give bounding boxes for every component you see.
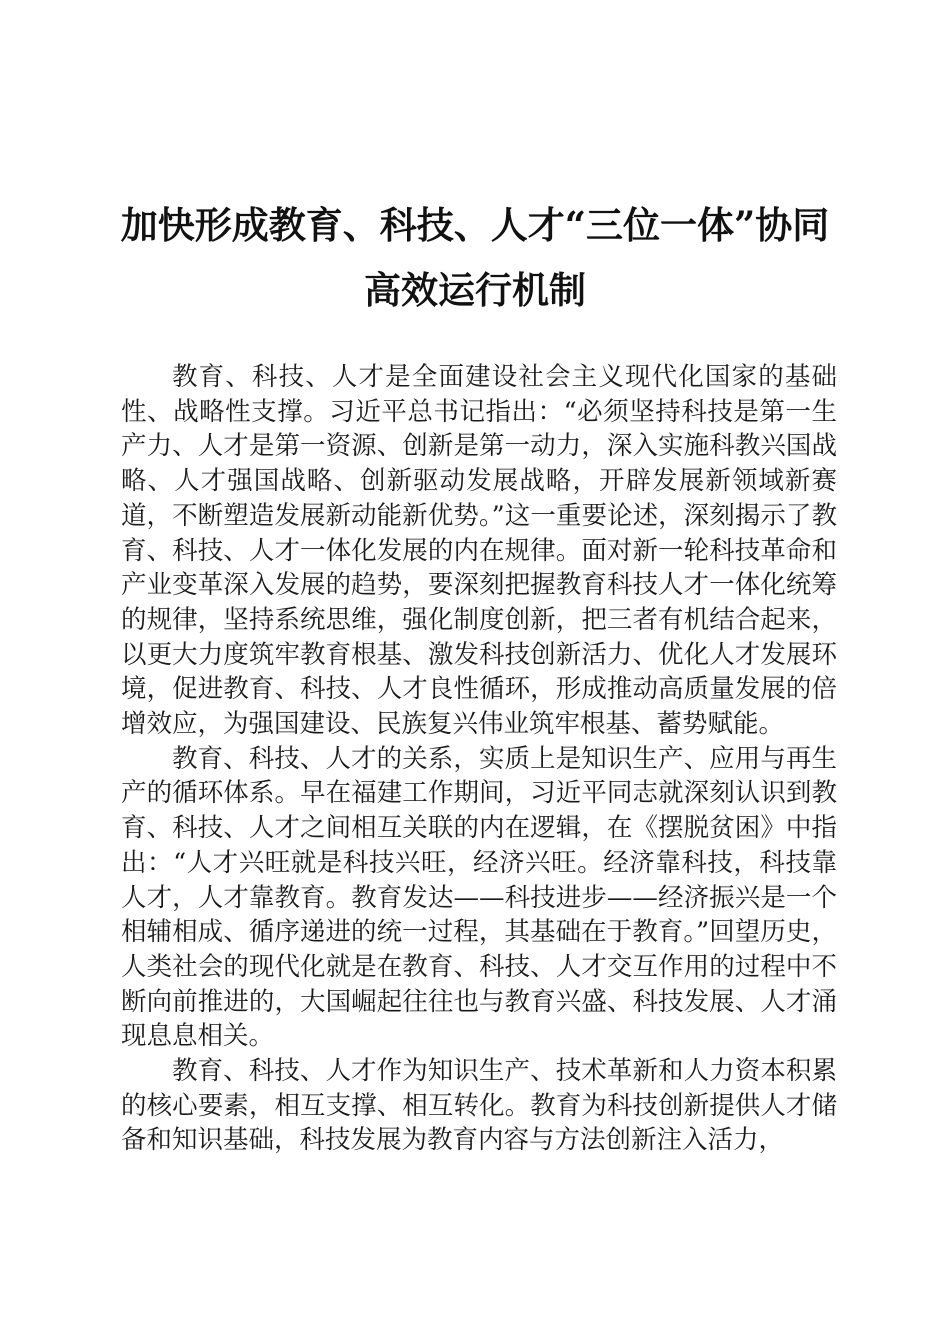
paragraph-3: 教育、科技、人才作为知识生产、技术革新和人力资本积累的核心要素，相互支撑、相互转化。教育为科技创新提供人才储备和知识基础，科技发展为教育内容与方法创新注入活力， — [121, 1056, 837, 1156]
paragraph-1: 教育、科技、人才是全面建设社会主义现代化国家的基础性、战略性支撑。习近平总书记指出：“必须坚持科技是第一生产力、人才是第一资源、创新是第一动力，深入实施科教兴国战略、人才强国战略、创新驱动发展战略，开辟发展新领域新赛道，不断塑造发展新动能新优势。”这一重要论述，深刻揭示了教育、科技、人才一体化发展的内在规律。面对新一轮科技革命和产业变革深入发展的趋势，要深刻把握教育科技人才一体化统筹的规律，坚持系统思维，强化制度创新，把三者有机结合起来，以更大力度筑牢教育根基、激发科技创新活力、优化人才发展环境，促进教育、科技、人才良性循环，形成推动高质量发展的倍增效应，为强国建设、民族复兴伟业筑牢根基、蓄势赋能。 — [121, 362, 837, 740]
document-title-line2: 高效运行机制 — [364, 268, 586, 312]
document-title-line1: 加快形成教育、科技、人才“三位一体”协同 — [120, 203, 830, 247]
paragraph-2: 教育、科技、人才的关系，实质上是知识生产、应用与再生产的循环体系。早在福建工作期间，习近平同志就深刻认识到教育、科技、人才之间相互关联的内在逻辑，在《摆脱贫困》中指出：“人才兴旺就是科技兴旺，经济兴旺。经济靠科技，科技靠人才，人才靠教育。教育发达——科技进步——经济振兴是一个相辅相成、循序递进的统一过程，其基础在于教育。”回望历史，人类社会的现代化就是在教育、科技、人才交互作用的过程中不断向前推进的，大国崛起往往也与教育兴盛、科技发展、人才涌现息息相关。 — [121, 743, 837, 1052]
document-body — [121, 360, 837, 1158]
